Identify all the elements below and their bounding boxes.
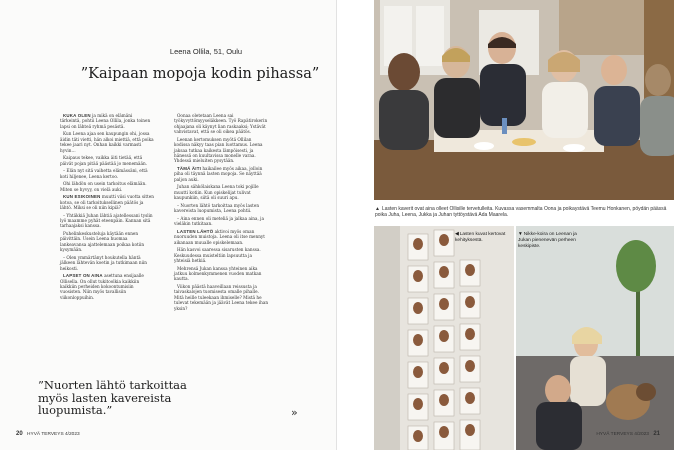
paragraph-lead-in: LAPSET ON AINA (63, 273, 103, 279)
page-number-right: 21 (653, 431, 660, 437)
body-paragraph (60, 155, 154, 166)
paragraph-text: Kaipaus tekee, vaikka äiti tietää, että päivät pojan pitää päästää jo menemään. (60, 155, 148, 166)
body-paragraph (174, 216, 268, 227)
paragraph-text: – Yhtäkkiä Juhan lähtiä ajatellessani tyslin lyö maamme pyhät eteenpäin. Kannan sitä tarhaajaksi kanssa. (60, 212, 153, 229)
folio-right (596, 431, 660, 437)
portrait-wall-photo (374, 226, 514, 450)
paragraph-lead-in: TÄMÄ ÄITI (177, 166, 201, 172)
paragraph-text: Juhan sähkölaiskana Leena toki pojille muutti kotiin. Kun opiskelijat tulivat kaupunkiin, siitä oli suuri apu. (174, 184, 259, 201)
publication-name: HYVÄ TERVEYS 4/2023 (27, 432, 80, 437)
paragraph-lead-in: LASTEN LÄHTÖ (177, 228, 214, 234)
caption-bottom-right-text: Nikke-koira on Leenan ja Jukan pienenevän perheen keskipiste. (518, 232, 577, 249)
caption-triangle-icon: ▼ (518, 232, 523, 237)
folio-left (16, 431, 80, 437)
body-paragraph (60, 231, 154, 253)
paragraph-text: muutti viisi vuotta sitten kotoa, se oli tarkoituksellinen päätös ja lähtö. Miksi se oli niin kipiä? (60, 194, 154, 211)
portrait-wall-illustration (374, 226, 514, 450)
couple-dog-illustration (516, 226, 674, 450)
family-table-illustration (374, 0, 674, 200)
paragraph-lead-in: KUKA OLEN (63, 113, 91, 118)
paragraph-text: – Aina ennen oli meteliä ja jalkaa aina, ja vieläkin tutkitaan. (174, 215, 264, 227)
paragraph-lead-in: KUN ESIKOINEN (63, 194, 101, 200)
body-paragraph (174, 284, 268, 311)
body-paragraph (174, 203, 268, 214)
body-paragraph (60, 181, 154, 192)
headline: ”Kaipaan mopoja kodin pihassa” (80, 66, 320, 82)
body-column-1 (60, 113, 154, 302)
paragraph-text: – Elän nyt sitä vaihetta elämässäni, että koti hiljenee, Leena kertoo. (60, 168, 148, 179)
paragraph-text: Leenan kertomuksen myötä Ollilan kodissa näkyy taas pian luottamus. Leena jaksaa tutkaa kaikesta lämpöisesti, ja hänessä on kuultavissa monelle varaa. Yhdessä mieluiten pysytään. (174, 136, 263, 164)
body-paragraph (60, 273, 154, 300)
body-paragraph (174, 247, 268, 263)
photo-caption-top (375, 206, 667, 218)
body-paragraph (174, 137, 268, 164)
paragraph-text: Kun Leena ajaa sen kaupungin ohi, jossa äidin täti vietti, hän alkoi miettiä, että poika tekee jaari nyt. Onhan kaikki varmasti hyvin… (60, 131, 154, 153)
body-paragraph (60, 255, 154, 271)
body-paragraph (174, 229, 268, 245)
paragraph-text: Oonaa oletetaan Leena sai työkyvyttömyyseläkkeen. Työ Rapätirokerin ohjaajana oli käynyt lian raskaaksi; Ystävät vahvistavat, että se oli oikea päätös. (174, 113, 268, 135)
body-paragraph (60, 131, 154, 153)
pull-quote: ”Nuorten lähtö tarkoittaa myös lasten kavereista luopumista.” (38, 378, 187, 417)
paragraph-text: aktivoi myös oman nuoruuden muistoja. Leena oli itse mennyt aikanaan muualle opiskelemaan. (174, 228, 265, 245)
page-number: 20 (16, 431, 23, 437)
paragraph-text: – Olen ymmärtänyt houkutella häntä jälkeen lähtevän koetin ja tutkimaan niin heikosti. (60, 254, 147, 271)
body-paragraph (60, 168, 154, 179)
paragraph-text: – Nuorten lähtö tarkoittaa myös lasten kavereista luopumista, Leena pohtii. (174, 202, 260, 214)
body-column-2 (174, 113, 268, 313)
caption-triangle-icon: ◀ (455, 232, 459, 237)
paragraph-text: haikailee myös aikaa, jolloin piha oli täynnä lasten mopoja. Se näyttää paljon auki. (174, 166, 263, 182)
paragraph-text: asettuna ensijaalle Ollisella. On ollut tukitoolkia kaikkiin kaikkiin perheiden kokoontumisiin vuosisten. Niin myös tavallisiin viikonloppuihin. (60, 273, 144, 300)
body-paragraph (174, 266, 268, 282)
paragraph-text: Ohi lähdön on usein tarkoitus elämään. Miten se hyvyy, on vielä auki. (60, 181, 147, 192)
continue-arrow-icon: » (291, 406, 298, 419)
body-paragraph (60, 213, 154, 229)
caption-top-text: Lasten kaverit ovat aina olleet Ollisille tervetulleita. Kuvassa vasemmalta Oona ja poikaystävä Teemu Honkanen, pöydän päässä poika Juha, Leena, Jukka ja Juhan tyttöystävä Ada Maarela. (375, 206, 667, 218)
byline: Leena Ollila, 51, Oulu (169, 47, 243, 56)
caption-bottom-left-text: Lasten kuvat kertovat kehityksestä. (455, 232, 506, 243)
body-paragraph (174, 184, 268, 200)
body-paragraph (60, 113, 154, 129)
photo-caption-bottom-right (518, 232, 588, 249)
paragraph-text: Hän kasvoi saaressa sisarusten kanssa. Keskuudessa muisteltiin lapsuutta ja yhteisiä hetkiä. (174, 247, 261, 264)
paragraph-text: Puhelinkeskusteluja käytään ennen päivittäin. Usein Leena huomaa lankeavansa ajattelemaan poikaa kotiin kysymään. (60, 231, 145, 253)
paragraph-text: ja mikä on elämäni tärkeintä, pohtii Leena Ollila, jonka toinen lapsi on lähteä ryhmä pesästä. (60, 113, 151, 129)
body-paragraph (174, 113, 268, 135)
photo-caption-bottom-left (455, 232, 507, 244)
paragraph-text: Viikon päästä haaveillaan reissusta ja taivaskalojen tuomisesta omalle pihalle. Mitä heille tuleekaan ihmiselle? Mistä he tulevat tekemään ja jäävät Leena tekee ihan yksin? (174, 284, 269, 311)
body-paragraph (174, 166, 268, 182)
caption-triangle-icon: ▲ (375, 206, 380, 212)
family-photo (374, 0, 674, 200)
body-paragraph (60, 194, 154, 210)
paragraph-text: Mehrensä Jukan kanssa yhteinen aika jatkuu kolmenkymmenen vuoden matkan kautta. (174, 265, 262, 282)
couple-dog-photo (516, 226, 674, 450)
publication-name-right: HYVÄ TERVEYS 4/2023 (596, 432, 649, 437)
